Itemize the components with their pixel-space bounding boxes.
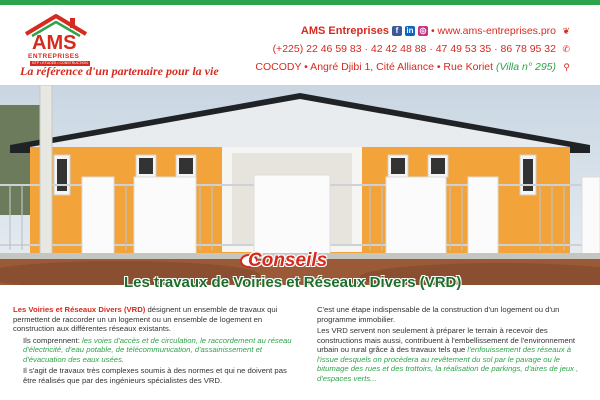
conseils-title: Conseils: [248, 250, 328, 271]
logo-slogan-band: BTP • ETUDES • CONSTRUCTION: [30, 61, 90, 66]
tagline: La référence d'un partenaire pour la vie: [20, 64, 219, 78]
left-p2-list: les voies d'accès et de circulation, le raccordement au réseau d'électricité, d'eau potable, de télécommunication, d'assainissement et d'évacuation des eaux usées.: [23, 335, 292, 364]
logo-wordmark: AMS: [32, 32, 77, 54]
left-paragraph-3: Il s'agit de travaux très complexes soumis à des normes et qui ne doivent pas être réalisés que par des ingénieurs spécialistes des VRD.: [23, 366, 287, 385]
address-line: [255, 58, 570, 76]
left-paragraph-1: [13, 305, 295, 334]
company-line: [255, 22, 570, 40]
phone-numbers: (+225) 22 46 59 83 · 42 42 48 88 · 47 49 53 35 · 86 78 95 32: [272, 43, 556, 55]
vrd-term: Les Voiries et Réseaux Divers (VRD): [13, 305, 146, 314]
contact-block: [255, 22, 570, 76]
address-main: COCODY • Angré Djibi 1, Cité Alliance • Rue Koriet: [255, 61, 496, 73]
website-link[interactable]: • www.ams-entreprises.pro: [430, 25, 556, 37]
address-villa: (Villa n° 295): [495, 61, 556, 73]
linkedin-icon[interactable]: in: [406, 26, 414, 35]
address: [255, 61, 556, 73]
phone-line: [255, 40, 570, 58]
logo-subtitle: ENTREPRISES: [28, 53, 80, 60]
web-icon: ❦: [562, 26, 570, 36]
left-column: [13, 305, 295, 387]
instagram-icon[interactable]: ◎: [419, 26, 427, 35]
left-p1-text: désignent un ensemble de travaux qui permettent de raccorder un un logement ou un ensemble de logement en construction aux différentes réseaux existants.: [13, 305, 278, 333]
right-paragraph-1: C'est une étape indispensable de la construction d'un logement ou d'un programme immobilier.: [317, 305, 560, 324]
location-pin-icon: ⚲: [563, 62, 570, 72]
company-name: AMS Entreprises: [300, 25, 389, 37]
facebook-icon[interactable]: f: [392, 26, 402, 36]
right-column: [307, 305, 589, 385]
right-p2-list: l'enfouissement des réseaux à l'issue desquels on procèdera au revêtement du sol par le pavage ou le bitumage des rues et des trottoirs, la réalisation de parkings, d'aires de jeux , d'espaces verts...: [317, 345, 579, 383]
left-p2-intro: Ils comprennent:: [23, 335, 82, 345]
company-logo: [18, 12, 98, 65]
phone-icon: ✆: [562, 44, 570, 54]
right-p2-intro: Les VRD servent non seulement à préparer le terrain à recevoir des constructions mais aussi, contribuent à l'embellissement de l'environnement urbain ou rural grâce à des travaux tels que: [317, 326, 576, 354]
left-paragraph-2: [13, 336, 295, 365]
right-paragraph-2: [307, 326, 589, 383]
top-accent-bar: [0, 0, 600, 5]
article-title: Les travaux de Voiries et Réseaux Divers (VRD): [124, 274, 462, 291]
